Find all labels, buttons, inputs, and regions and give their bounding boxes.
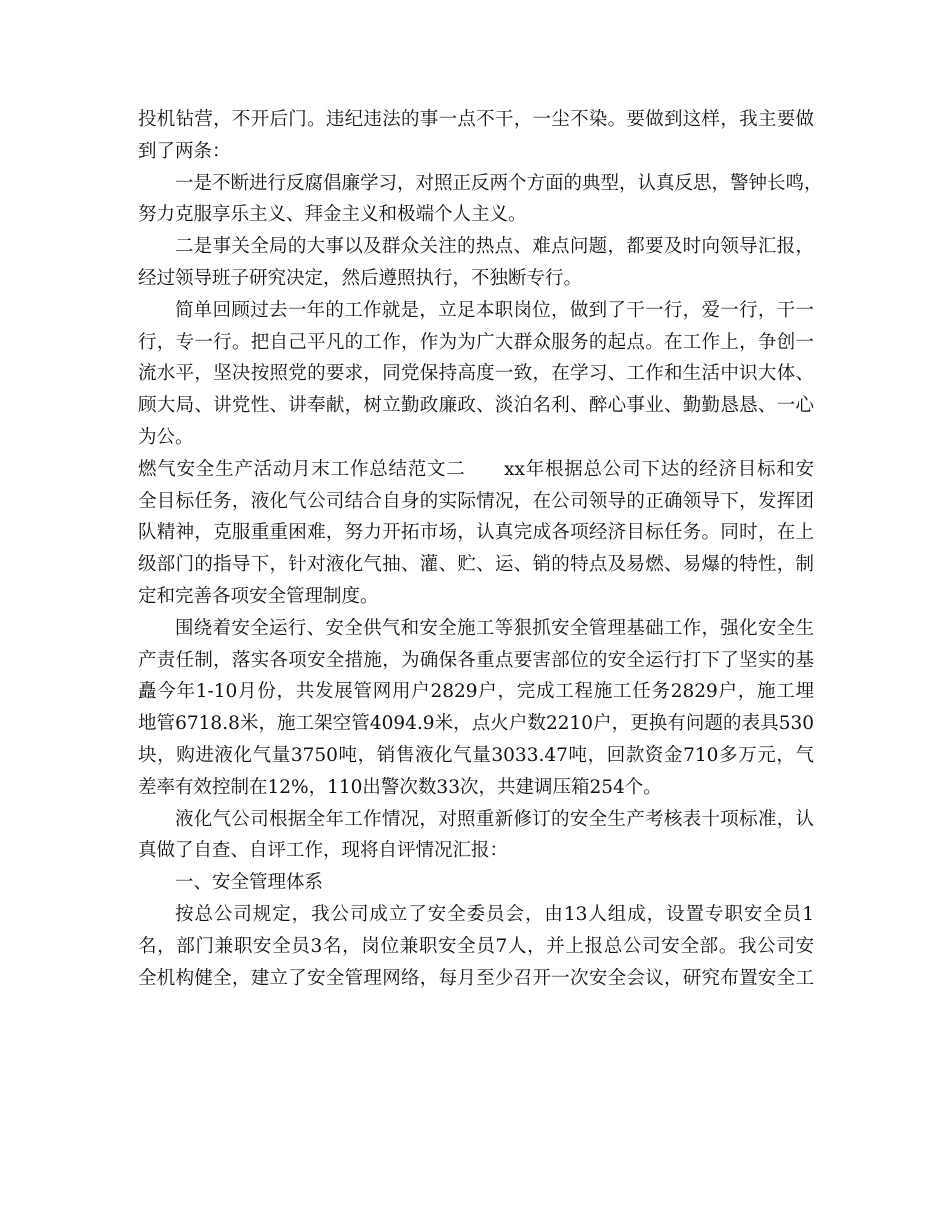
text-line: 流水平，坚决按照党的要求，同党保持高度一致，在学习、工作和生活中识大体、 bbox=[138, 363, 814, 385]
text-line: 简单回顾过去一年的工作就是，立足本职岗位，做到了干一行，爱一行，干一 bbox=[175, 299, 814, 321]
text-line: 地管6718.8米，施工架空管4094.9米，点火户数2210户，更换有问题的表具530 bbox=[138, 713, 814, 735]
text-line: 投机钻营，不开后门。违纪违法的事一点不干，一尘不染。要做到这样，我主要做 bbox=[138, 109, 814, 130]
text-line: 全目标任务，液化气公司结合自身的实际情况，在公司领导的正确领导下，发挥团 bbox=[138, 490, 814, 512]
text-line: 级部门的指导下，针对液化气抽、灌、贮、运、销的特点及易燃、易爆的特性，制 bbox=[138, 554, 814, 576]
text-line: 一是不断进行反腐倡廉学习，对照正反两个方面的典型，认真反思，警钟长鸣， bbox=[175, 172, 823, 194]
text-line: 一、安全管理体系 bbox=[175, 872, 324, 894]
text-line: 经过领导班子研究决定，然后遵照执行，不独断专行。 bbox=[138, 267, 583, 289]
text-line: 顾大局、讲党性、讲奉献，树立勤政廉政、淡泊名利、醉心事业、勤勤恳恳、一心 bbox=[138, 395, 814, 417]
text-line: 队精神，克服重重困难，努力开拓市场，认真完成各项经济目标任务。同时，在上 bbox=[138, 522, 814, 544]
text-line: 二是事关全局的大事以及群众关注的热点、难点问题，都要及时向领导汇报， bbox=[175, 236, 814, 258]
text-line: 燃气安全生产活动月末工作总结范文二 xx年根据总公司下达的经济目标和安 bbox=[138, 458, 814, 480]
text-line: 液化气公司根据全年工作情况，对照重新修订的安全生产考核表十项标准，认 bbox=[175, 808, 814, 830]
text-line: 到了两条： bbox=[138, 140, 231, 162]
text-line: 真做了自查、自评工作，现将自评情况汇报： bbox=[138, 840, 509, 862]
text-line: 矗今年1-10月份，共发展管网用户2829户，完成工程施工任务2829户，施工埋 bbox=[138, 681, 814, 703]
text-line: 定和完善各项安全管理制度。 bbox=[138, 585, 379, 607]
text-line: 差率有效控制在12%，110出警次数33次，共建调压箱254个。 bbox=[138, 776, 662, 798]
text-line: 名，部门兼职安全员3名，岗位兼职安全员7人，并上报总公司安全部。我公司安 bbox=[138, 935, 814, 957]
text-line: 为公。 bbox=[138, 426, 194, 448]
text-line: 努力克服享乐主义、拜金主义和极端个人主义。 bbox=[138, 204, 527, 226]
text-line: 全机构健全，建立了安全管理网络，每月至少召开一次安全会议，研究布置安全工 bbox=[138, 967, 814, 989]
text-line: 行，专一行。把自己平凡的工作，作为为广大群众服务的起点。在工作上，争创一 bbox=[138, 331, 814, 353]
document-body bbox=[138, 104, 823, 994]
text-line: 围绕着安全运行、安全供气和安全施工等狠抓安全管理基础工作，强化安全生 bbox=[175, 617, 814, 639]
text-line: 产责任制，落实各项安全措施，为确保各重点要害部位的安全运行打下了坚实的基 bbox=[138, 649, 814, 671]
text-line: 块，购进液化气量3750吨，销售液化气量3033.47吨，回款资金710多万元，气 bbox=[138, 744, 814, 766]
text-line: 按总公司规定，我公司成立了安全委员会，由13人组成，设置专职安全员1 bbox=[175, 903, 814, 925]
